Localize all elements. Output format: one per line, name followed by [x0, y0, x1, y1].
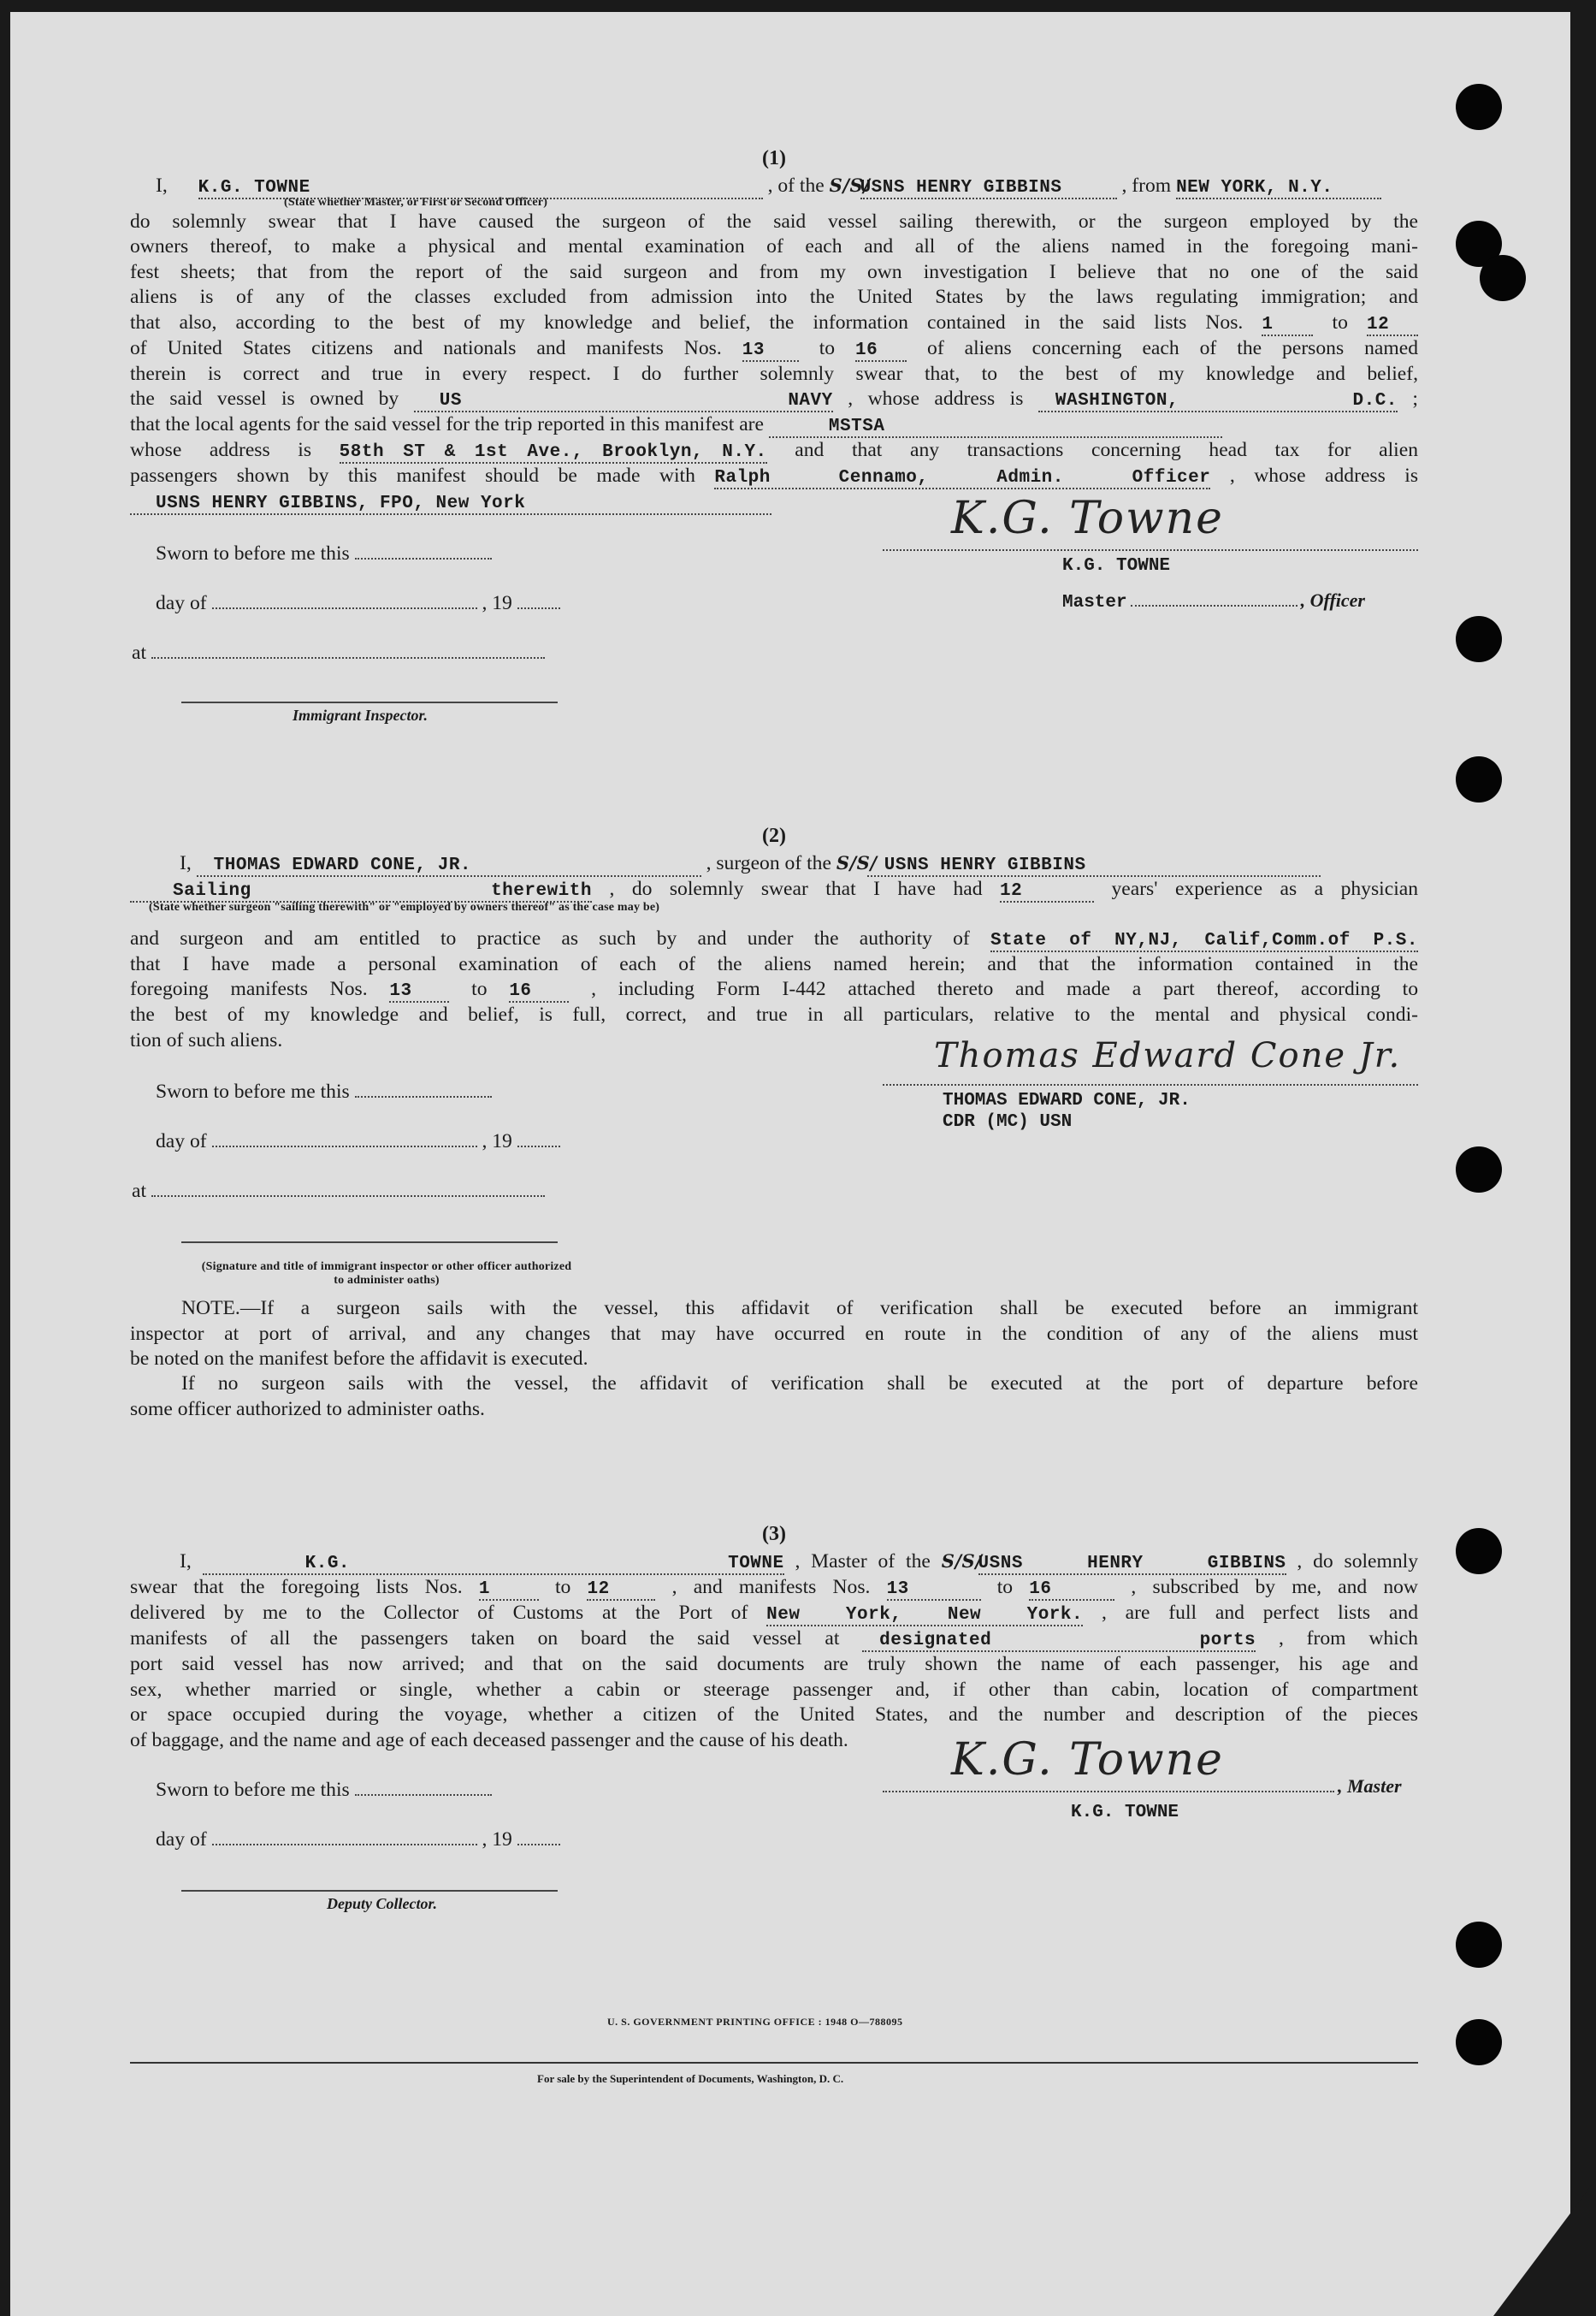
body-text: , from which: [1278, 1627, 1418, 1650]
body-text: and that any transactions concerning head tax for alien: [795, 439, 1418, 462]
caption-master: (State whether Master, or First or Second Officer): [284, 196, 548, 209]
body-text: years' experience as a physician: [1111, 878, 1419, 901]
note-block: [130, 1296, 1418, 1422]
at-field: [151, 640, 545, 659]
to-text: to: [819, 336, 836, 359]
sworn-row: [156, 541, 492, 566]
at-text: at: [132, 1180, 147, 1203]
at-field: [151, 1178, 545, 1197]
scan-edge-top: [0, 0, 1596, 12]
section-2-number: (2): [762, 825, 786, 848]
sale-imprint: For sale by the Superintendent of Documents, Washington, D. C.: [537, 2072, 844, 2085]
day-of-text: day of: [156, 1827, 207, 1851]
body-text: and surgeon and am entitled to practice as such by and under the authority of: [130, 927, 970, 951]
body-line-agents-address: [130, 438, 1418, 464]
of-the-text: , of the: [767, 175, 825, 197]
ss-mark: S/S/: [829, 175, 871, 196]
day-of-field: [212, 1128, 477, 1147]
agents-field: MSTSA: [769, 418, 1222, 438]
section-1-header-line: [130, 174, 1418, 199]
ss-mark: S/S/: [836, 852, 878, 874]
note-line: [130, 1296, 1418, 1321]
to-text: to: [996, 1576, 1014, 1599]
sailing-field: Sailing therewith: [130, 882, 592, 903]
body-text: , and manifests Nos.: [671, 1576, 871, 1599]
master-signature-row: [883, 1733, 1418, 1798]
body-text: passengers shown by this manifest should be made with: [130, 465, 695, 488]
caption-inspector: (Signature and title of immigrant inspector or other officer authorized to administer oaths): [201, 1260, 572, 1288]
list-from-field: 1: [479, 1580, 539, 1601]
note-line: If no surgeon sails with the vessel, the affidavit of verification shall be executed at the port of departure before: [181, 1372, 1418, 1395]
officer-title-line: [1131, 588, 1297, 607]
body-line: the best of my knowledge and belief, is full, correct, and true in all particulars, relative to the mental and physical condi-: [130, 1004, 1418, 1027]
deputy-collector-label: Deputy Collector.: [327, 1894, 437, 1912]
punch-hole: [1456, 2019, 1502, 2065]
body-line-authority: [130, 927, 1418, 952]
authority-field: State of NY,NJ, Calif,Comm.of P.S.: [990, 931, 1418, 951]
year-text: , 19: [482, 1130, 512, 1153]
to-text: to: [1332, 311, 1348, 334]
from-text: , from: [1121, 175, 1172, 197]
scan-edge-left: [0, 0, 10, 2316]
officer-label: , Officer: [1300, 589, 1365, 612]
year-field: [517, 1128, 560, 1147]
punch-hole: [1456, 1146, 1502, 1193]
body-text: , including Form I-442 attached thereto and made a part thereof, according to: [591, 978, 1419, 1001]
folded-corner: [1493, 2179, 1596, 2316]
master-signature-line: [883, 1733, 1334, 1792]
master-signature: K.G. Towne: [951, 1733, 1224, 1786]
ports-field: designated ports: [862, 1632, 1256, 1652]
surgeon-signature-line: [883, 1033, 1418, 1086]
manifest-to-field: 16: [509, 982, 569, 1003]
semicolon: ;: [1412, 388, 1418, 411]
at-row: [132, 640, 545, 665]
master-name-field: K.G. TOWNE: [203, 1555, 784, 1575]
punch-hole: [1456, 1922, 1502, 1968]
day-of-row: [156, 1827, 560, 1851]
owner-field: US NAVY: [414, 392, 833, 412]
body-text: of aliens concerning each of the persons named: [927, 336, 1419, 359]
body-line: do solemnly swear that I have caused the surgeon of the said vessel sailing therewith, or the surgeon employed by the: [130, 210, 1418, 233]
manifest-to-field: 16: [855, 341, 907, 362]
body-text: the said vessel is owned by: [130, 388, 399, 411]
day-of-field: [212, 590, 477, 609]
sworn-text: Sworn to before me this: [156, 1081, 350, 1104]
inspector-signature-line: [181, 1224, 558, 1243]
vessel-name-field: USNS HENRY GIBBINS: [978, 1554, 1286, 1574]
body-line: fest sheets; that from the report of the said surgeon and from my own investigation I believe that no one of the said: [130, 260, 1418, 283]
body-line: port said vessel has now arrived; and that on the said documents are truly shown the name of each passenger, his age and: [130, 1653, 1418, 1676]
section-3-line-2: [130, 1575, 1418, 1601]
body-line: or space occupied during the voyage, whether a citizen of the United States, and the number and description of the pieces: [130, 1703, 1418, 1727]
gpo-imprint: U. S. GOVERNMENT PRINTING OFFICE : 1948 O—788095: [607, 2016, 903, 2028]
list-to-field: 12: [1367, 316, 1418, 336]
footer-rule: [130, 2062, 1418, 2064]
body-text: manifests of all the passengers taken on board the said vessel at: [130, 1627, 840, 1650]
body-line-manifests: [130, 336, 1418, 362]
sworn-date-field: [355, 541, 492, 560]
body-text: , do solemnly: [1297, 1550, 1419, 1573]
body-text: , subscribed by me, and now: [1131, 1576, 1418, 1599]
inspector-row: [181, 684, 558, 725]
caption-surgeon: (State whether surgeon "sailing therewith" or "employed by owners thereof" as the case may be): [149, 901, 660, 915]
section-1-number: (1): [762, 147, 786, 169]
body-line: tion of such aliens.: [130, 1028, 283, 1051]
master-signature: K.G. Towne: [951, 493, 1224, 545]
intro-i: I,: [180, 852, 192, 875]
body-line: aliens is of any of the classes excluded from admission into the United States by the laws regulating immigration; and: [130, 286, 1418, 309]
body-text: foregoing manifests Nos.: [130, 978, 368, 1001]
day-of-row: [156, 590, 560, 615]
body-line: that I have made a personal examination of each of the aliens named herein; and that the information contained in the: [130, 953, 1418, 976]
body-line: owners thereof, to make a physical and mental examination of each and all of the aliens named in the foregoing mani-: [130, 235, 1418, 258]
affidavits: [130, 137, 1418, 1933]
body-text: , are full and perfect lists and: [1101, 1602, 1418, 1625]
contact-address-field: USNS HENRY GIBBINS, FPO, New York: [130, 495, 771, 515]
body-text: whose address is: [130, 439, 312, 462]
year-field: [517, 1827, 560, 1845]
sworn-date-field: [355, 1079, 492, 1098]
sworn-row: [156, 1777, 492, 1802]
to-text: to: [554, 1576, 571, 1599]
punch-hole: [1480, 255, 1526, 301]
master-signature-area-3: [883, 1733, 1418, 1822]
body-line-head-tax: [130, 464, 1418, 489]
master-label: , Master: [1338, 1774, 1402, 1797]
year-field: [517, 590, 560, 609]
surgeon-rank: CDR (MC) USN: [943, 1112, 1073, 1133]
at-text: at: [132, 642, 147, 665]
body-text: that the local agents for the said vessel for the trip reported in this manifest are: [130, 413, 764, 436]
note-line: some officer authorized to administer oaths.: [130, 1397, 485, 1420]
surgeon-signer-name: THOMAS EDWARD CONE, JR.: [943, 1091, 1191, 1111]
collector-row: [181, 1873, 558, 1913]
body-line: sex, whether married or single, whether a cabin or steerage passenger and, if other than cabin, location of compartment: [130, 1678, 1418, 1701]
intro-i: I,: [156, 175, 168, 197]
surgeon-of-text: , surgeon of the: [706, 852, 831, 875]
punch-hole: [1456, 1528, 1502, 1574]
body-text: delivered by me to the Collector of Customs at the Port of: [130, 1602, 748, 1625]
day-of-field: [212, 1827, 477, 1845]
years-field: 12: [1000, 882, 1094, 903]
surgeon-signature: Thomas Edward Cone Jr.: [934, 1036, 1402, 1076]
section-2-header-line: [130, 851, 1418, 877]
sworn-text: Sworn to before me this: [156, 542, 350, 566]
manifest-from-field: 13: [887, 1580, 981, 1601]
list-from-field: 1: [1262, 316, 1313, 336]
body-line-agents: [130, 412, 1418, 438]
agents-address-field: 58th ST & 1st Ave., Brooklyn, N.Y.: [339, 442, 767, 463]
port-field: New York, New York.: [766, 1605, 1084, 1626]
note-line: inspector at port of arrival, and any changes that may have occurred en route in the condition of any of the aliens must: [130, 1322, 1418, 1345]
inspector-row: [181, 1224, 558, 1243]
scan-edge-right: [1570, 0, 1596, 2316]
master-name-field: K.G. TOWNE: [198, 179, 763, 199]
master-of-text: , Master of the: [795, 1550, 931, 1573]
from-port-field: NEW YORK, N.Y.: [1176, 179, 1381, 199]
body-line-lists: [130, 311, 1418, 336]
vessel-name-field: USNS HENRY GIBBINS: [867, 856, 1321, 877]
body-line-owner: [130, 387, 1418, 412]
note-label: NOTE.: [181, 1297, 240, 1320]
master-signature-line: [883, 493, 1418, 551]
to-text: to: [471, 978, 488, 1001]
body-line: of baggage, and the name and age of each deceased passenger and the cause of his death.: [130, 1728, 848, 1751]
year-text: , 19: [482, 592, 512, 615]
master-signer-name: K.G. TOWNE: [1062, 556, 1171, 577]
manifest-from-field: 13: [742, 341, 799, 362]
inspector-signature-line: [181, 684, 558, 703]
at-row: [132, 1178, 545, 1203]
section-3-line-4: [130, 1626, 1418, 1652]
body-text: that also, according to the best of my knowledge and belief, the information contained in the said lists Nos.: [130, 311, 1244, 334]
owner-address-field: WASHINGTON, D.C.: [1038, 392, 1398, 412]
master-title-row: [1062, 588, 1418, 613]
section-3-line-3: [130, 1601, 1418, 1626]
list-to-field: 12: [587, 1580, 655, 1601]
note-line: be noted on the manifest before the affidavit is executed.: [130, 1348, 588, 1371]
manifest-to-field: 16: [1029, 1580, 1114, 1601]
day-of-text: day of: [156, 1130, 207, 1153]
section-3-header-line: [130, 1549, 1418, 1575]
body-text: of United States citizens and nationals and manifests Nos.: [130, 336, 722, 359]
immigrant-inspector-label: Immigrant Inspector.: [293, 707, 429, 725]
body-text: , whose address is: [1229, 465, 1419, 488]
surgeon-name-field: THOMAS EDWARD CONE, JR.: [197, 856, 701, 877]
note-text: —If a surgeon sails with the vessel, this affidavit of verification shall be executed before an immigrant: [239, 1297, 1418, 1320]
master-signature-area: [883, 493, 1418, 613]
ss-mark: S/S/: [941, 1550, 983, 1573]
surgeon-signature-area: [883, 1033, 1418, 1132]
sworn-text: Sworn to before me this: [156, 1778, 350, 1801]
section-2-line-2: [130, 877, 1418, 903]
body-line: therein is correct and true in every respect. I do further solemnly swear that, to the best of my knowledge and belief,: [130, 362, 1418, 385]
section-3-number: (3): [762, 1523, 786, 1546]
vessel-name-field: USNS HENRY GIBBINS: [860, 179, 1117, 199]
punch-hole: [1456, 84, 1502, 130]
body-text: , whose address is: [848, 388, 1024, 411]
master-title: Master: [1062, 593, 1127, 613]
day-of-row: [156, 1128, 560, 1153]
intro-i: I,: [180, 1550, 192, 1573]
body-text: swear that the foregoing lists Nos.: [130, 1576, 463, 1599]
manifest-from-field: 13: [389, 982, 449, 1003]
day-of-text: day of: [156, 592, 207, 615]
head-tax-contact-field: Ralph Cennamo, Admin. Officer: [714, 468, 1211, 489]
section-1-body: [130, 210, 1418, 515]
sworn-date-field: [355, 1777, 492, 1796]
collector-signature-line: [181, 1873, 558, 1892]
year-text: , 19: [482, 1827, 512, 1851]
sworn-row: [156, 1079, 492, 1104]
master-signer-name: K.G. TOWNE: [1071, 1802, 1179, 1822]
body-text: , do solemnly swear that I have had: [609, 878, 983, 901]
punch-hole: [1456, 616, 1502, 662]
punch-hole: [1456, 756, 1502, 803]
body-line-manifests: [130, 977, 1418, 1003]
